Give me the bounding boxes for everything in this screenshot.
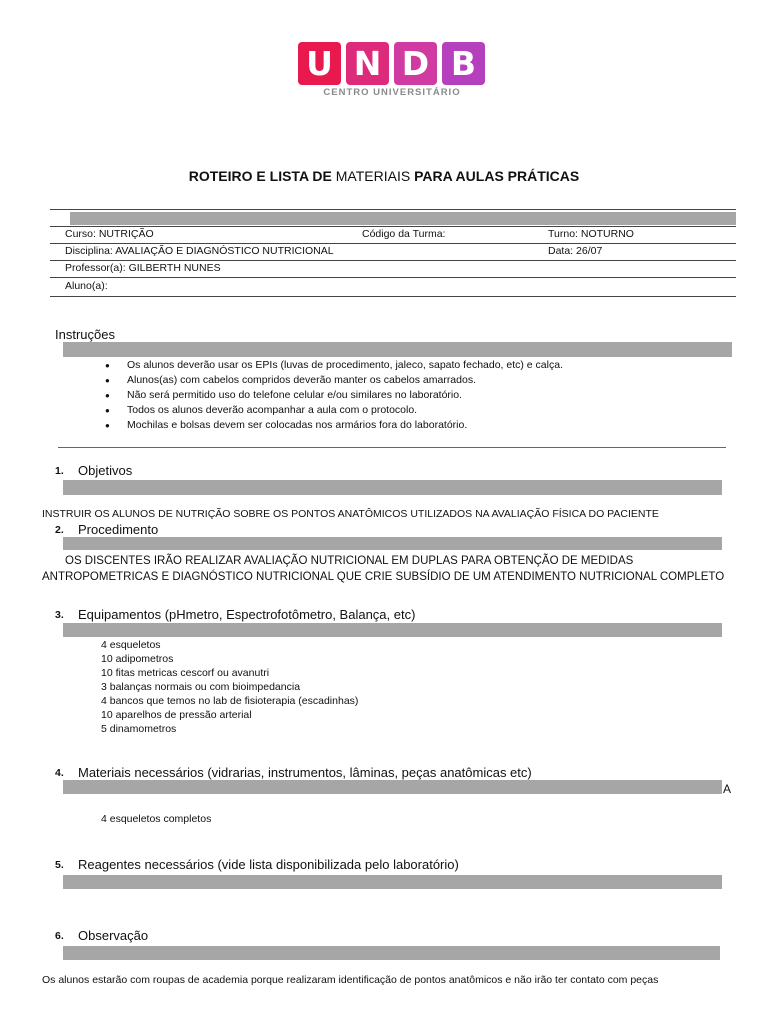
procedimento-heading: Procedimento xyxy=(78,522,159,537)
reagentes-bar xyxy=(63,875,722,889)
list-item: 10 adipometros xyxy=(101,653,174,665)
list-item: 4 bancos que temos no lab de fisioterapia (escadinhas) xyxy=(101,695,359,707)
reagentes-heading: Reagentes necessários (vide lista disponibilizada pelo laboratório) xyxy=(78,857,459,872)
materiais-number: 4. xyxy=(55,767,64,779)
table-shaded-row xyxy=(70,212,736,225)
objetivos-heading: Objetivos xyxy=(78,463,133,478)
reagentes-number: 5. xyxy=(55,859,64,871)
instrucoes-heading: Instruções xyxy=(55,327,115,342)
observacao-text: Os alunos estarão com roupas de academia porque realizaram identificação de pontos anatômicos e não irão ter contato com peças xyxy=(42,974,659,986)
equipamentos-list xyxy=(101,638,358,736)
table-rule xyxy=(50,260,736,261)
instrucoes-divider xyxy=(58,447,726,448)
procedimento-text-line-2: ANTROPOMETRICAS E DIAGNÓSTICO NUTRICIONAL QUE CRIE SUBSÍDIO DE UM ATENDIMENTO NUTRICIONAL COMPLETO xyxy=(42,571,725,583)
materiais-item: 4 esqueletos completos xyxy=(101,813,212,825)
procedimento-number: 2. xyxy=(55,524,64,536)
list-item: 4 esqueletos xyxy=(101,639,161,651)
objetivos-bar xyxy=(63,480,722,495)
observacao-heading: Observação xyxy=(78,928,149,943)
list-item: 10 aparelhos de pressão arterial xyxy=(101,709,252,721)
title-part-1: ROTEIRO E LISTA DE xyxy=(188,168,336,184)
logo-letter-d: D xyxy=(394,42,437,85)
procedimento-text-line-1: OS DISCENTES IRÃO REALIZAR AVALIAÇÃO NUTRICIONAL EM DUPLAS PARA OBTENÇÃO DE MEDIDAS xyxy=(65,555,634,567)
table-rule xyxy=(50,243,736,244)
objetivos-text: INSTRUIR OS ALUNOS DE NUTRIÇÃO SOBRE OS PONTOS ANATÔMICOS UTILIZADOS NA AVALIAÇÃO FÍSICA DO PACIENTE xyxy=(42,508,659,520)
turno-cell: Turno: NOTURNO xyxy=(548,228,634,240)
materiais-marker: A xyxy=(723,782,732,796)
disciplina-cell: Disciplina: AVALIAÇÃO E DIAGNÓSTICO NUTRICIONAL xyxy=(65,245,334,257)
list-item: ● Todos os alunos deverão acompanhar a aula com o protocolo. xyxy=(105,403,725,418)
logo-letter-n: N xyxy=(346,42,389,85)
equipamentos-bar xyxy=(63,623,722,637)
materiais-heading: Materiais necessários (vidrarias, instrumentos, lâminas, peças anatômicas etc) xyxy=(78,765,532,780)
observacao-number: 6. xyxy=(55,930,64,942)
instrucoes-list xyxy=(105,358,725,433)
aluno-cell: Aluno(a): xyxy=(65,280,108,292)
list-item: ● Alunos(as) com cabelos compridos deverão manter os cabelos amarrados. xyxy=(105,373,725,388)
equipamentos-heading: Equipamentos (pHmetro, Espectrofotômetro, Balança, etc) xyxy=(78,607,416,622)
table-rule xyxy=(50,277,736,278)
codigo-turma-cell: Código da Turma: xyxy=(362,228,446,240)
objetivos-number: 1. xyxy=(55,465,64,477)
logo-letter-b: B xyxy=(442,42,485,85)
instrucoes-bar xyxy=(63,342,732,357)
title-part-3: PARA AULAS PRÁTICAS xyxy=(410,168,580,184)
undb-logo xyxy=(298,42,486,98)
list-item: ● Não será permitido uso do telefone celular e/ou similares no laboratório. xyxy=(105,388,725,403)
document-title xyxy=(0,168,768,184)
equipamentos-number: 3. xyxy=(55,609,64,621)
table-top-rule xyxy=(50,209,736,210)
data-cell: Data: 26/07 xyxy=(548,245,603,257)
professor-cell: Professor(a): GILBERTH NUNES xyxy=(65,262,221,274)
table-rule xyxy=(50,226,736,227)
list-item: ● Mochilas e bolsas devem ser colocadas nos armários fora do laboratório. xyxy=(105,418,725,433)
table-bottom-rule xyxy=(50,296,736,297)
logo-letter-u: U xyxy=(298,42,341,85)
list-item: 10 fitas metricas cescorf ou avanutri xyxy=(101,667,270,679)
procedimento-bar xyxy=(63,537,722,550)
list-item: 5 dinamometros xyxy=(101,723,177,735)
logo-subtitle: CENTRO UNIVERSITÁRIO xyxy=(323,87,461,98)
materiais-bar xyxy=(63,780,722,794)
title-part-2: MATERIAIS xyxy=(335,168,411,184)
list-item: 3 balanças normais ou com bioimpedancia xyxy=(101,681,301,693)
curso-cell: Curso: NUTRIÇÃO xyxy=(65,228,154,240)
list-item: ● Os alunos deverão usar os EPIs (luvas de procedimento, jaleco, sapato fechado, etc) e calça. xyxy=(105,358,725,373)
observacao-bar xyxy=(63,946,720,960)
